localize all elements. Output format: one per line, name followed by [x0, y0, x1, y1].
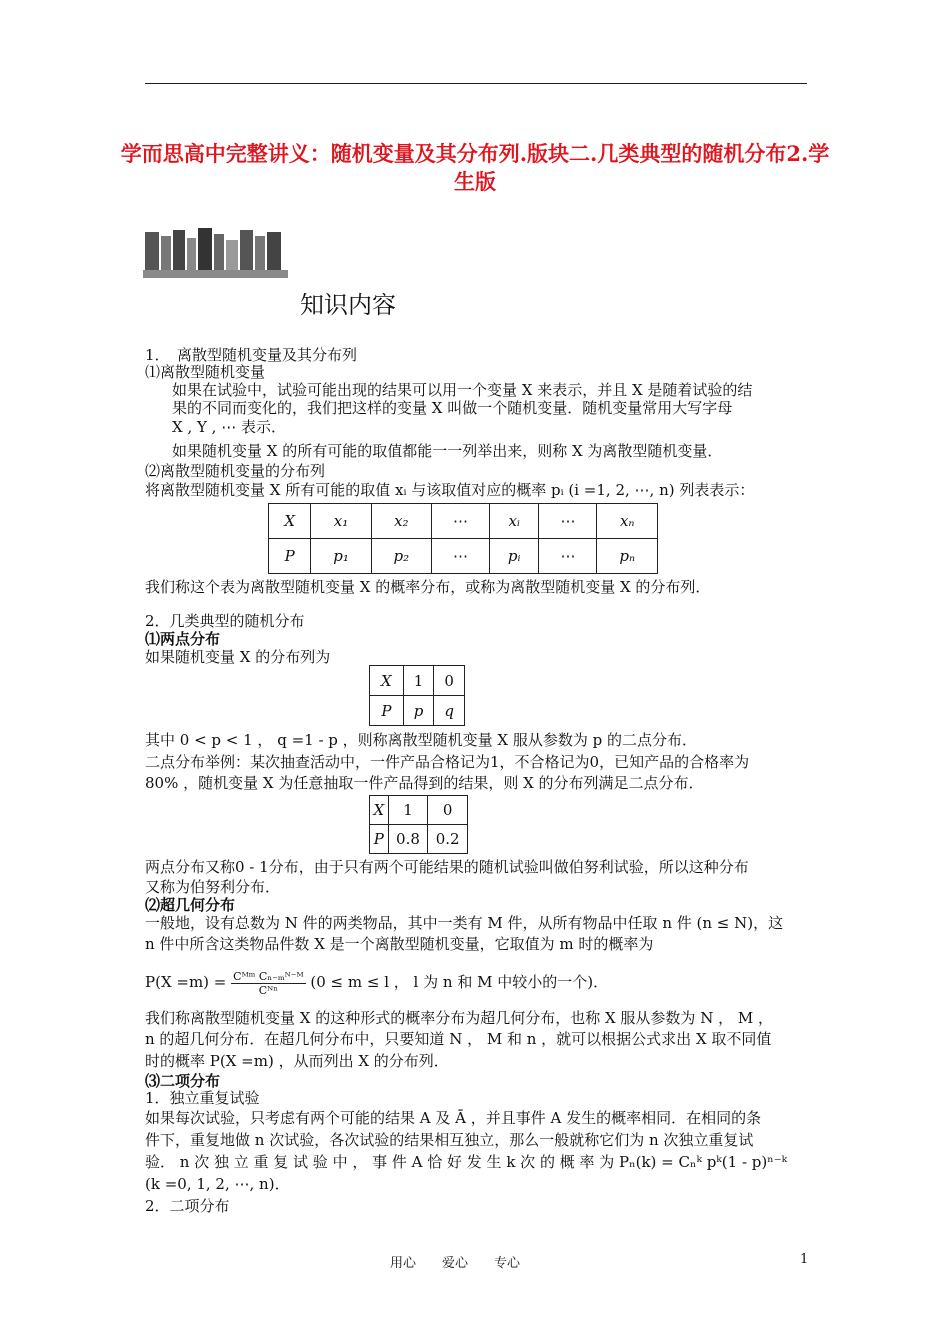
s2-p8c: 验． n 次 独 立 重 复 试 验 中 ， 事 件 A 恰 好 发 生 k 次 的 概 率 为 Pₙ(k) = Cₙᵏ pᵏ(1 - p)ⁿ⁻ᵏ: [145, 1153, 788, 1171]
s2-p3b: 80% ，随机变量 X 为任意抽取一件产品得到的结果，则 X 的分布列满足二点分布．: [145, 774, 704, 792]
table-cell: xₙ: [597, 504, 658, 539]
table-cell: X: [370, 666, 404, 696]
s1-p1a: 如果在试验中，试验可能出现的结果可以用一个变量 X 来表示，并且 X 是随着试验的结: [172, 381, 753, 399]
table-cell: P: [370, 825, 389, 854]
table-cell: 1: [403, 666, 434, 696]
table-cell: ⋯: [431, 539, 489, 574]
document-title: 学而思高中完整讲义：随机变量及其分布列.版块二.几类典型的随机分布2.学生版: [120, 141, 830, 194]
table-cell: ⋯: [539, 504, 597, 539]
table-cell: x₂: [371, 504, 431, 539]
books-banner-image: [143, 226, 288, 280]
page-number: 1: [800, 1252, 809, 1267]
s1-p2: 如果随机变量 X 的所有可能的取值都能一一列举出来，则称 X 为离散型随机变量．: [172, 442, 723, 460]
table-cell: P: [269, 539, 311, 574]
s1-heading: 1． 离散型随机变量及其分布列: [145, 346, 358, 364]
table-cell: P: [370, 696, 404, 726]
formula-numerator: Cᴹᵐ Cₙ₋ₘᴺ⁻ᴹ: [233, 969, 304, 983]
s2-p6c: 时的概率 P(X =m) ，从而列出 X 的分布列．: [145, 1052, 449, 1070]
s1-p3: 将离散型随机变量 X 所有可能的取值 xᵢ 与该取值对应的概率 pᵢ (i =1, 2, ⋯, n) 列表表示：: [145, 481, 755, 499]
s1-sub2: ⑵离散型随机变量的分布列: [145, 462, 326, 480]
table-cell: 0: [428, 796, 468, 825]
s2-p5a: 一般地，设有总数为 N 件的两类物品，其中一类有 M 件，从所有物品中任取 n 件 (n ≤ N)，这: [145, 914, 784, 932]
s2-p8a: 如果每次试验，只考虑有两个可能的结果 A 及 Ā ，并且事件 A 发生的概率相同．在相同的条: [145, 1109, 762, 1127]
header-rule: [145, 83, 807, 84]
table-cell: ⋯: [431, 504, 489, 539]
distribution-table: [268, 503, 658, 574]
table-cell: 1: [388, 796, 428, 825]
section-heading: 知识内容: [300, 291, 396, 319]
s2-p6a: 我们称离散型随机变量 X 的这种形式的概率分布为超几何分布，也称 X 服从参数为 N ， M ，: [145, 1009, 773, 1027]
s2-p5b: n 件中所含这类物品件数 X 是一个离散型随机变量，它取值为 m 时的概率为: [145, 935, 654, 953]
s2-p4a: 两点分布又称0 - 1分布，由于只有两个可能结果的随机试验叫做伯努利试验，所以这种分布: [145, 858, 749, 876]
s2-sub3: ⑶二项分布: [145, 1072, 221, 1090]
footer-motto: 用心 爱心 专心: [390, 1256, 521, 1271]
table-cell: pᵢ: [490, 539, 539, 574]
table-cell: q: [434, 696, 465, 726]
table-cell: p: [403, 696, 434, 726]
formula-right: (0 ≤ m ≤ l ， l 为 n 和 M 中较小的一个)．: [310, 973, 609, 991]
s2-p8b: 件下，重复地做 n 次试验，各次试验的结果相互独立，那么一般就称它们为 n 次独立重复试: [145, 1131, 754, 1149]
s2-p8d: (k =0, 1, 2, ⋯, n)．: [145, 1175, 290, 1193]
table-cell: 0: [434, 666, 465, 696]
formula-denominator: Cᴺⁿ: [258, 983, 278, 997]
table-cell: 0.8: [388, 825, 428, 854]
table-cell: p₂: [371, 539, 431, 574]
table-cell: ⋯: [539, 539, 597, 574]
formula-left: P(X =m) =: [145, 973, 227, 991]
s2-p3a: 二点分布举例：某次抽查活动中，一件产品合格记为1，不合格记为0，已知产品的合格率为: [145, 753, 750, 771]
s2-sub2: ⑵超几何分布: [145, 896, 236, 914]
table-cell: X: [269, 504, 311, 539]
s1-p4: 我们称这个表为离散型随机变量 X 的概率分布，或称为离散型随机变量 X 的分布列．: [145, 578, 711, 596]
s1-sub1: ⑴离散型随机变量: [145, 363, 266, 381]
s1-p1c: X , Y , ⋯ 表示．: [172, 418, 286, 436]
s2-heading: 2．几类典型的随机分布: [145, 612, 305, 630]
table-cell: pₙ: [597, 539, 658, 574]
table-cell: X: [370, 796, 389, 825]
two-point-table: [369, 665, 465, 726]
s2-p4b: 又称为伯努利分布．: [145, 878, 281, 896]
s2-p7: 1．独立重复试验: [145, 1089, 260, 1107]
table-cell: 0.2: [428, 825, 468, 854]
s2-p6b: n 的超几何分布．在超几何分布中，只要知道 N ， M 和 n ，就可以根据公式求出 X 取不同值: [145, 1030, 772, 1048]
table-cell: xᵢ: [490, 504, 539, 539]
quality-table: [369, 795, 468, 854]
table-cell: p₁: [311, 539, 371, 574]
s2-p2: 其中 0 < p < 1 ， q =1 - p ，则称离散型随机变量 X 服从参数为 p 的二点分布．: [145, 731, 698, 749]
s2-p1: 如果随机变量 X 的分布列为: [145, 648, 331, 666]
hypergeometric-formula: [145, 965, 608, 999]
table-cell: x₁: [311, 504, 371, 539]
s1-p1b: 果的不同而变化的，我们把这样的变量 X 叫做一个随机变量．随机变量常用大写字母: [172, 399, 733, 417]
formula-fraction: [231, 970, 305, 997]
s2-p9: 2．二项分布: [145, 1197, 230, 1215]
s2-sub1: ⑴两点分布: [145, 630, 221, 648]
